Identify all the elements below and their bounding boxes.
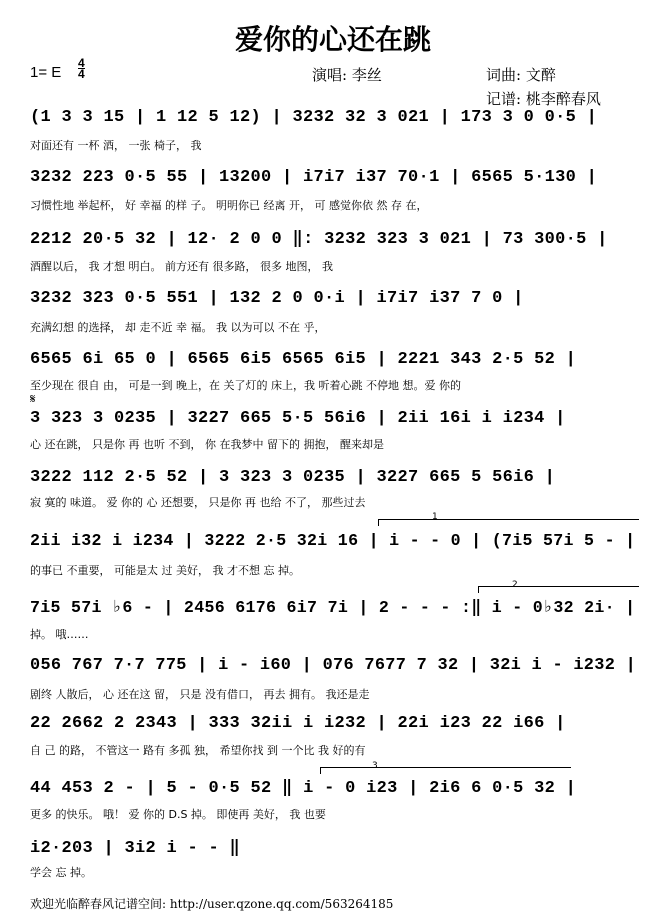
lyrics-line-7: 寂 寞的 味道。 爱 你的 心 还想要， 只是你 再 也给 不了， 那些过去 xyxy=(30,496,366,509)
notation-line-3 xyxy=(30,228,640,262)
notation-notes: 2212 20·5 32 | 12· 2 0 0 ‖: 3232 323 3 021 | 73 300·5 | xyxy=(30,230,608,249)
notation-notes: 22 2662 2 2343 | 333 32ii i i232 | 22i i23 22 i66 | xyxy=(30,714,566,733)
volta-number-1: 1 xyxy=(432,512,438,522)
notation-notes: (1 3 3 15 | 1 12 5 12) | 3232 32 3 021 | 173 3 0 0·5 | xyxy=(30,108,598,127)
notation-notes: 2ii i32 i i234 | 3222 2·5 32i 16 | i - - 0 | (7i5 57i 5 - | xyxy=(30,532,636,551)
volta-number-2: 2 xyxy=(512,580,518,590)
notation-notes: 3222 112 2·5 52 | 3 323 3 0235 | 3227 665 5 56i6 | xyxy=(30,468,556,487)
transcriber-credit: 记谱: 桃李醉春风 xyxy=(486,90,601,108)
lyrics-line-3: 酒醒以后， 我 才想 明白。 前方还有 很多路， 很多 地图， 我 xyxy=(30,260,333,273)
lyricist-composer-credit: 词曲: 文醉 xyxy=(486,66,556,84)
volta-bracket-1 xyxy=(378,519,639,526)
meter-bottom: 4 xyxy=(78,67,85,81)
song-title: 爱你的心还在跳 xyxy=(234,23,431,56)
lyrics-line-11: 自 己 的路， 不管这一 路有 多孤 独， 希望你找 到 一个比 我 好的有 xyxy=(30,744,366,757)
volta-number-3: 3 xyxy=(372,761,378,771)
notation-notes: 7i5 57i ♭6 - | 2456 6176 6i7 7i | 2 - - - :‖ i - 0♭32 2i· | xyxy=(30,599,636,618)
key-signature: 1= E xyxy=(30,64,62,81)
lyrics-line-4: 充满幻想 的选择， 却 走不近 幸 福。 我 以为可以 不在 乎， xyxy=(30,321,326,334)
time-signature xyxy=(78,58,85,79)
lyrics-line-2: 习惯性地 举起杯， 好 幸福 的样 子。 明明你已 经离 开， 可 感觉你依 然 存 在， xyxy=(30,199,428,212)
lyrics-line-5: 至少现在 很自 由， 可是一到 晚上，在 关了灯的 床上，我 听着心跳 不停地 想。爱 你的 xyxy=(30,379,461,392)
segno-sign: 𝄋 xyxy=(30,392,36,407)
notation-notes: 44 453 2 - | 5 - 0·5 52 ‖ i - 0 i23 | 2i6 6 0·5 32 | xyxy=(30,779,577,798)
notation-notes: 6565 6i 65 0 | 6565 6i5 6565 6i5 | 2221 343 2·5 52 | xyxy=(30,350,577,369)
lyrics-line-9: 掉。 哦…… xyxy=(30,628,89,641)
lyrics-line-6: 心 还在跳， 只是你 再 也听 不到， 你 在我梦中 留下的 拥抱， 醒来却是 xyxy=(30,438,384,451)
notation-line-10 xyxy=(30,656,640,690)
notation-line-4 xyxy=(30,289,640,323)
notation-notes: 3 323 3 0235 | 3227 665 5·5 56i6 | 2ii 16i i i234 | xyxy=(30,409,566,428)
singer-credit: 演唱: 李丝 xyxy=(312,66,382,84)
notation-line-13 xyxy=(30,837,640,871)
notation-notes: 3232 223 0·5 55 | 13200 | i7i7 i37 70·1 | 6565 5·130 | xyxy=(30,168,598,187)
notation-notes: 3232 323 0·5 551 | 132 2 0 0·i | i7i7 i37 7 0 | xyxy=(30,289,524,308)
footer-note: 欢迎光临醉春风记谱空间: http://user.qzone.qq.com/563264185 xyxy=(30,897,394,911)
lyrics-line-1: 对面还有 一杯 酒， 一张 椅子， 我 xyxy=(30,139,202,152)
lyrics-line-13: 学会 忘 掉。 xyxy=(30,866,92,879)
lyrics-line-12: 更多 的快乐。 哦！ 爱 你的 D.S 掉。 即使再 美好， 我 也要 xyxy=(30,808,326,821)
volta-bracket-2 xyxy=(478,586,639,593)
notation-line-9 xyxy=(30,597,640,631)
lyrics-line-8: 的事已 不重要， 可能是太 过 美好， 我 才不想 忘 掉。 xyxy=(30,564,300,577)
meter-top: 4 xyxy=(78,56,85,70)
notation-line-8 xyxy=(30,532,640,566)
notation-notes: i2·203 | 3i2 i - - ‖ xyxy=(30,839,241,858)
notation-notes: 056 767 7·7 775 | i - i60 | 076 7677 7 32 | 32i i - i232 | xyxy=(30,656,637,675)
lyrics-line-10: 剧终 人散后， 心 还在这 留， 只是 没有借口， 再去 拥有。 我还是走 xyxy=(30,688,370,701)
volta-bracket-3 xyxy=(320,767,571,774)
